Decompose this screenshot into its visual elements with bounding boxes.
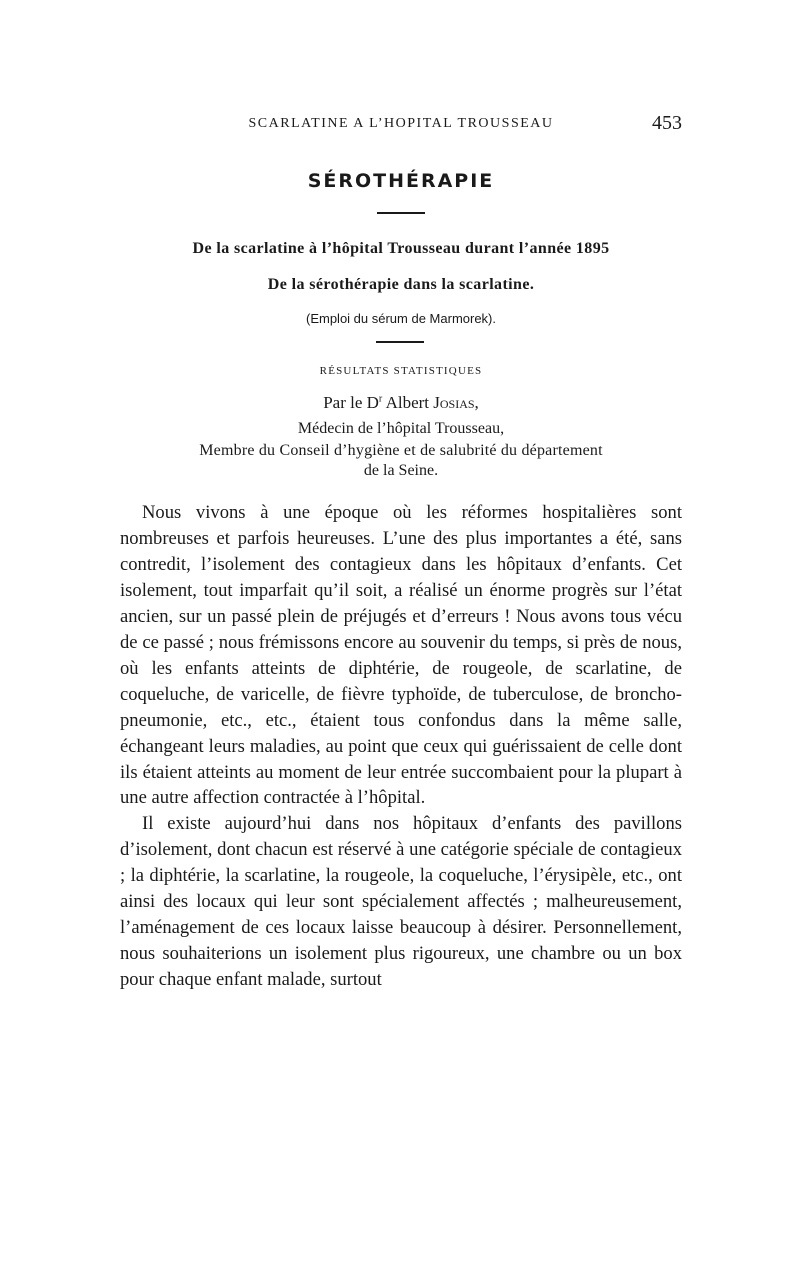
- author-prefix: Par le D: [323, 393, 379, 412]
- paragraph: Il existe aujourd’hui dans nos hôpitaux d’enfants des pavillons d’isolement, dont chacun est réservé à une catégorie spéciale de contagieux ; la diphtérie, la scarlatine, la rougeole, la coqueluche, l’érysipèle, etc., ont ainsi des locaux qui leur sont spécialement affectés ; malheureusement, l’aménagement de ces locaux laisse beaucoup à désirer. Personnellement, nous souhaiterions un isolement plus rigoureux, une chambre ou un box pour chaque enfant malade, surtout: [120, 813, 682, 991]
- article-title: De la scarlatine à l’hôpital Trousseau durant l’année 1895: [192, 240, 610, 257]
- body-text: [120, 500, 682, 993]
- author-firstname: Albert: [385, 393, 429, 412]
- section-title: SÉROTHÉRAPIE: [307, 170, 495, 192]
- paragraph: Nous vivons à une époque où les réformes hospitalières sont nombreuses et parfois heureuses. L’une des plus importantes a été, sans contredit, l’isolement des contagieux dans les hôpitaux d’enfants. Cet isolement, tout imparfait qu’il soit, a réalisé un énorme progrès sur l’état ancien, sur un passé plein de préjugés et d’erreurs ! Nous avons tous vécu de ce passé ; nous frémissons encore au souvenir du temps, si près de nous, où les enfants atteints de diphtérie, de rougeole, de scarlatine, de coqueluche, de varicelle, de fièvre typhoïde, de tuberculose, de broncho-pneumonie, etc., etc., étaient tous confondus dans la même salle, échangeant leurs maladies, au point que ceux qui guérissaient de celle dont ils étaient atteints au moment de leur entrée succombaient pour la plupart à une autre affection contractée à l’hôpital.: [120, 502, 682, 809]
- author-lastname: Josias,: [433, 393, 479, 412]
- author-affiliation: Médecin de l’hôpital Trousseau,: [297, 420, 505, 437]
- divider-rule: [376, 341, 424, 343]
- article-note: (Emploi du sérum de Marmorek).: [306, 311, 496, 326]
- article-subtitle-bold: De la sérothérapie dans la scarlatine.: [267, 276, 535, 293]
- author-title-sup: r: [378, 393, 383, 405]
- divider-rule: [377, 212, 425, 214]
- author-affiliation: Membre du Conseil d’hygiène et de salubrité du département: [199, 442, 603, 459]
- page-number: 453: [652, 112, 682, 134]
- author-affiliation: de la Seine.: [363, 462, 439, 479]
- author-line: [110, 393, 692, 413]
- stats-heading: RÉSULTATS STATISTIQUES: [319, 365, 483, 377]
- running-head: SCARLATINE A L’HOPITAL TROUSSEAU: [248, 116, 554, 131]
